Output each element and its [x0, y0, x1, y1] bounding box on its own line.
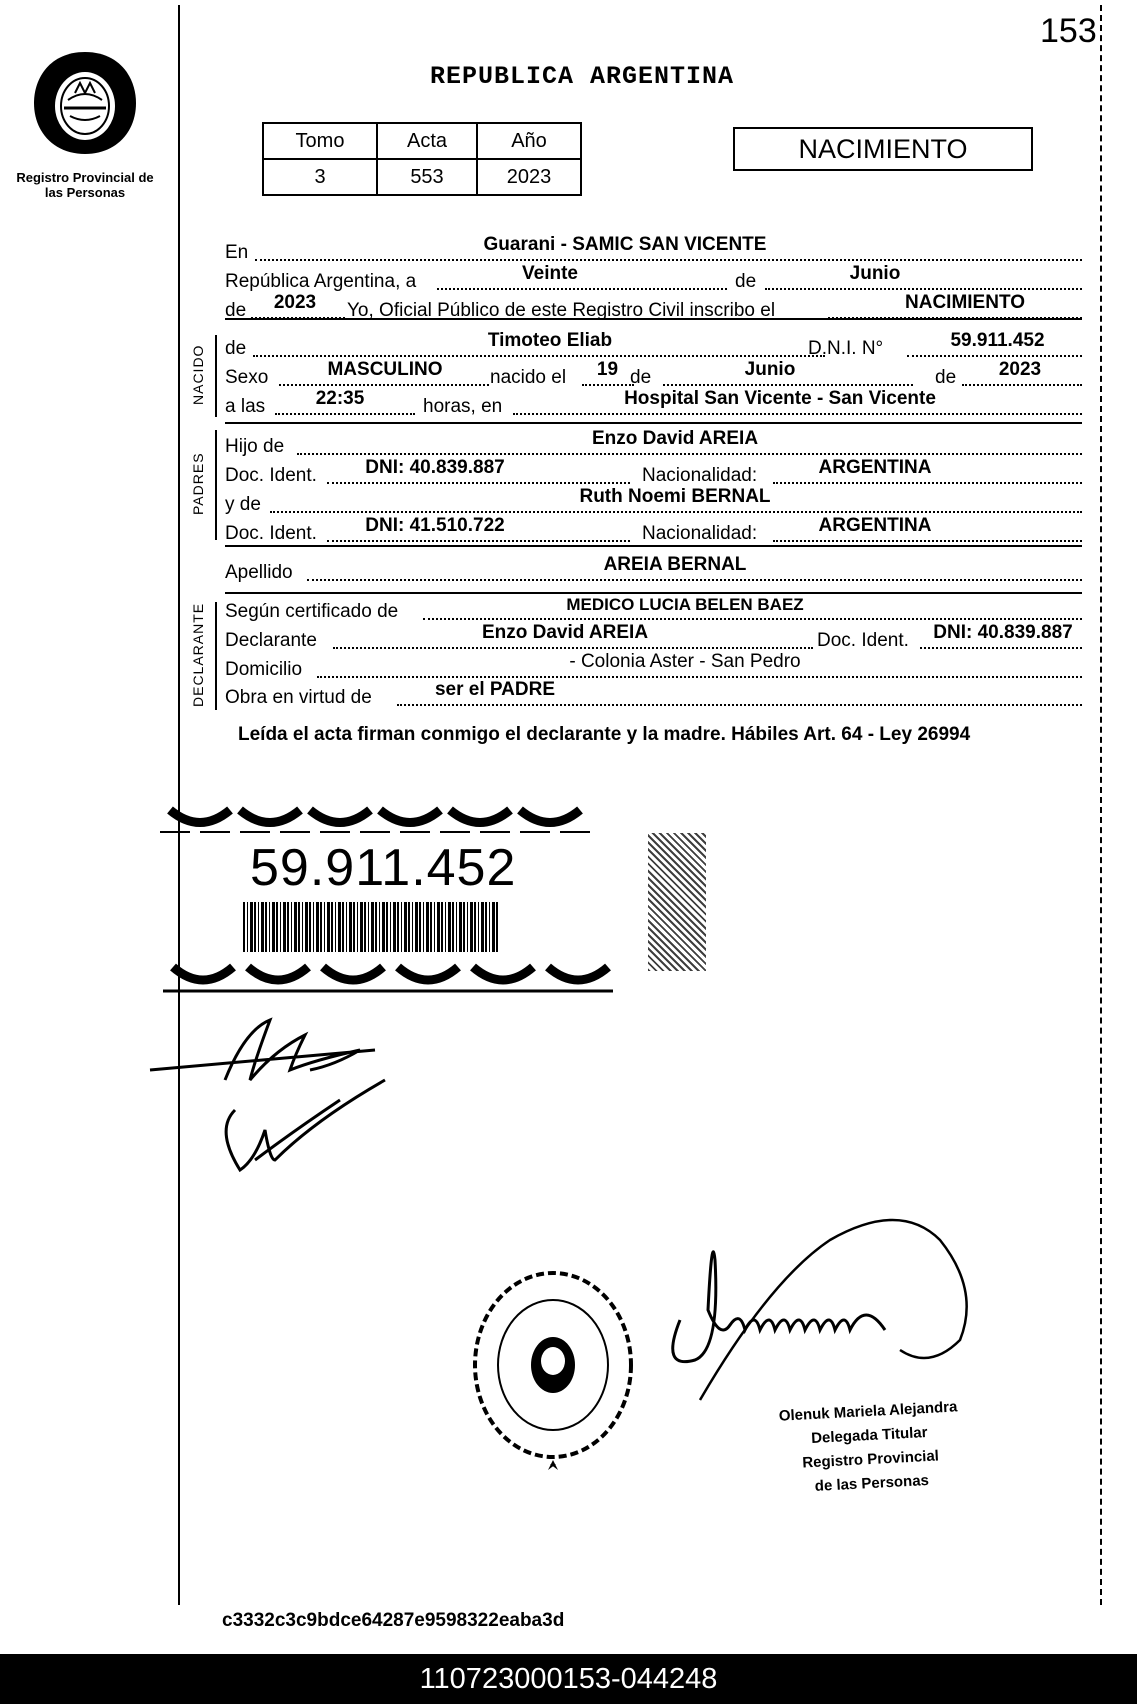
- value-day-words: Veinte: [522, 263, 578, 284]
- label-nacionalidad: Nacionalidad:: [642, 465, 758, 486]
- section-divider: [225, 545, 1082, 547]
- dotted-line: [437, 288, 727, 290]
- dotted-line: [275, 413, 415, 415]
- value-mother-doc: DNI: 41.510.722: [365, 515, 505, 536]
- dotted-line: [297, 453, 1082, 455]
- signatory-block: [738, 1393, 1003, 1502]
- value-birth-place: Hospital San Vicente - San Vicente: [624, 388, 936, 409]
- row-obra: [225, 679, 1082, 711]
- side-label-declarante: DECLARANTE: [190, 602, 206, 707]
- row-surname: [225, 554, 1082, 586]
- label-republica: República Argentina, a: [225, 271, 417, 292]
- row-mother-doc: [225, 515, 1082, 547]
- signatory-office-line2: de las Personas: [814, 1471, 930, 1495]
- signatory-role: Delegada Titular: [810, 1423, 928, 1448]
- section-divider: [225, 592, 1082, 594]
- value-father-name: Enzo David AREIA: [591, 428, 759, 449]
- dotted-line: [307, 579, 1082, 581]
- row-place: [225, 234, 1082, 266]
- misiones-seal-logo: [30, 48, 140, 158]
- dotted-line: [255, 259, 1082, 261]
- value-declarant-doc: DNI: 40.839.887: [933, 622, 1073, 643]
- dotted-line: [920, 647, 1082, 649]
- label-declarante: Declarante: [225, 630, 317, 651]
- label-a-las: a las: [225, 396, 266, 417]
- label-birth-de1: de: [630, 367, 652, 388]
- table-header-tomo: Tomo: [263, 123, 377, 159]
- label-birth-de2: de: [935, 367, 957, 388]
- dotted-line: [765, 288, 1082, 290]
- row-declarant: [225, 622, 1082, 654]
- label-dni: D.N.I. N°: [808, 338, 884, 359]
- value-child-name: Timoteo Eliab: [487, 330, 613, 351]
- value-birth-day: 19: [596, 359, 619, 380]
- dotted-line: [279, 384, 489, 386]
- value-birth-time: 22:35: [315, 388, 365, 409]
- barcode: [243, 902, 498, 952]
- page-number: 153: [1040, 12, 1097, 50]
- dotted-line: [253, 355, 825, 357]
- section-divider: [225, 318, 1082, 320]
- dotted-line: [397, 704, 1082, 706]
- id-strip-bottom-pattern: [163, 955, 613, 1000]
- official-stamp: [468, 1265, 638, 1490]
- table-value-tomo: 3: [263, 159, 377, 195]
- signatory-name: Olenuk Mariela Alejandra: [778, 1398, 958, 1425]
- value-declarant: Enzo David AREIA: [481, 622, 649, 643]
- dotted-line: [423, 618, 1082, 620]
- declarante-bracket: [215, 602, 217, 710]
- footer-code-bar: 110723000153-044248: [0, 1654, 1137, 1704]
- dotted-line: [327, 540, 630, 542]
- declarant-signature: [145, 1010, 405, 1195]
- document-title: REPUBLICA ARGENTINA: [430, 62, 735, 91]
- dotted-line: [333, 647, 813, 649]
- row-child-name: [225, 330, 1082, 362]
- table-header-acta: Acta: [377, 123, 477, 159]
- row-birth-time: [225, 388, 1082, 420]
- dotted-line: [582, 384, 634, 386]
- padres-bracket: [215, 430, 217, 540]
- value-place: Guarani - SAMIC SAN VICENTE: [483, 234, 767, 255]
- label-declarant-doc: Doc. Ident.: [817, 630, 909, 651]
- dotted-line: [663, 384, 913, 386]
- label-hijo-de: Hijo de: [225, 436, 285, 457]
- value-birth-month: Junio: [744, 359, 796, 380]
- row-certificate: [225, 597, 1082, 625]
- value-certificate: MEDICO LUCIA BELEN BAEZ: [566, 595, 804, 614]
- dotted-line: [327, 482, 630, 484]
- label-certificado: Según certificado de: [225, 601, 399, 622]
- right-margin-line: [1100, 5, 1102, 1605]
- dotted-line: [773, 540, 1082, 542]
- registry-caption: Registro Provincial de las Personas: [16, 170, 154, 200]
- label-domicilio: Domicilio: [225, 659, 303, 680]
- record-type-box: NACIMIENTO: [733, 127, 1033, 171]
- table-value-anio: 2023: [477, 159, 581, 195]
- value-mother-name: Ruth Noemi BERNAL: [579, 486, 771, 507]
- side-label-nacido: NACIDO: [190, 344, 206, 405]
- label-nacido: nacido el: [490, 367, 567, 388]
- value-inscribe-type: NACIMIENTO: [905, 292, 1025, 313]
- label-doc-ident-mother: Doc. Ident.: [225, 523, 317, 544]
- value-birth-year: 2023: [998, 359, 1042, 380]
- row-domicile: [225, 651, 1082, 683]
- value-mother-nationality: ARGENTINA: [818, 515, 932, 536]
- dotted-line: [270, 511, 1082, 513]
- official-signature: [640, 1200, 1020, 1415]
- label-horas: horas, en: [423, 396, 503, 417]
- closing-note: Leída el acta firman conmigo el declarante y la madre. Hábiles Art. 64 - Ley 26994: [238, 724, 971, 745]
- value-month: Junio: [849, 263, 901, 284]
- document-hash: c3332c3c9bdce64287e9598322eaba3d: [222, 1610, 565, 1631]
- dotted-line: [962, 384, 1082, 386]
- value-father-nationality: ARGENTINA: [818, 457, 932, 478]
- dotted-line: [907, 355, 1082, 357]
- label-apellido: Apellido: [225, 562, 293, 583]
- label-nacionalidad-mother: Nacionalidad:: [642, 523, 758, 544]
- security-hologram: [648, 833, 706, 971]
- signatory-office-line1: Registro Provincial: [801, 1447, 940, 1472]
- label-child-de: de: [225, 338, 247, 359]
- label-de: de: [735, 271, 757, 292]
- value-father-doc: DNI: 40.839.887: [365, 457, 505, 478]
- label-en: En: [225, 242, 249, 263]
- label-doc-ident: Doc. Ident.: [225, 465, 317, 486]
- value-obra: ser el PADRE: [434, 679, 556, 700]
- dotted-line: [317, 676, 1082, 678]
- label-obra: Obra en virtud de: [225, 687, 372, 708]
- row-father-name: [225, 428, 1082, 460]
- row-mother-name: [225, 486, 1082, 518]
- value-child-dni: 59.911.452: [950, 330, 1045, 351]
- registry-table: [262, 122, 582, 196]
- table-header-anio: Año: [477, 123, 581, 159]
- value-surname: AREIA BERNAL: [603, 554, 747, 575]
- section-divider: [225, 422, 1082, 424]
- table-value-acta: 553: [377, 159, 477, 195]
- value-domicile: - Colonia Aster - San Pedro: [569, 651, 801, 672]
- row-father-doc: [225, 457, 1082, 489]
- label-sexo: Sexo: [225, 367, 269, 388]
- id-strip-number: 59.911.452: [250, 839, 517, 897]
- row-birth: [225, 359, 1082, 391]
- side-label-padres: PADRES: [190, 452, 206, 515]
- label-de-year: de: [225, 300, 247, 321]
- label-oficial: Yo, Oficial Público de este Registro Civil inscribo el: [347, 300, 776, 321]
- dotted-line: [513, 413, 1082, 415]
- dotted-line: [773, 482, 1082, 484]
- label-y-de: y de: [225, 494, 261, 515]
- row-date: [225, 263, 1082, 295]
- value-year: 2023: [273, 292, 317, 313]
- value-sex: MASCULINO: [327, 359, 443, 380]
- nacido-bracket: [215, 335, 217, 417]
